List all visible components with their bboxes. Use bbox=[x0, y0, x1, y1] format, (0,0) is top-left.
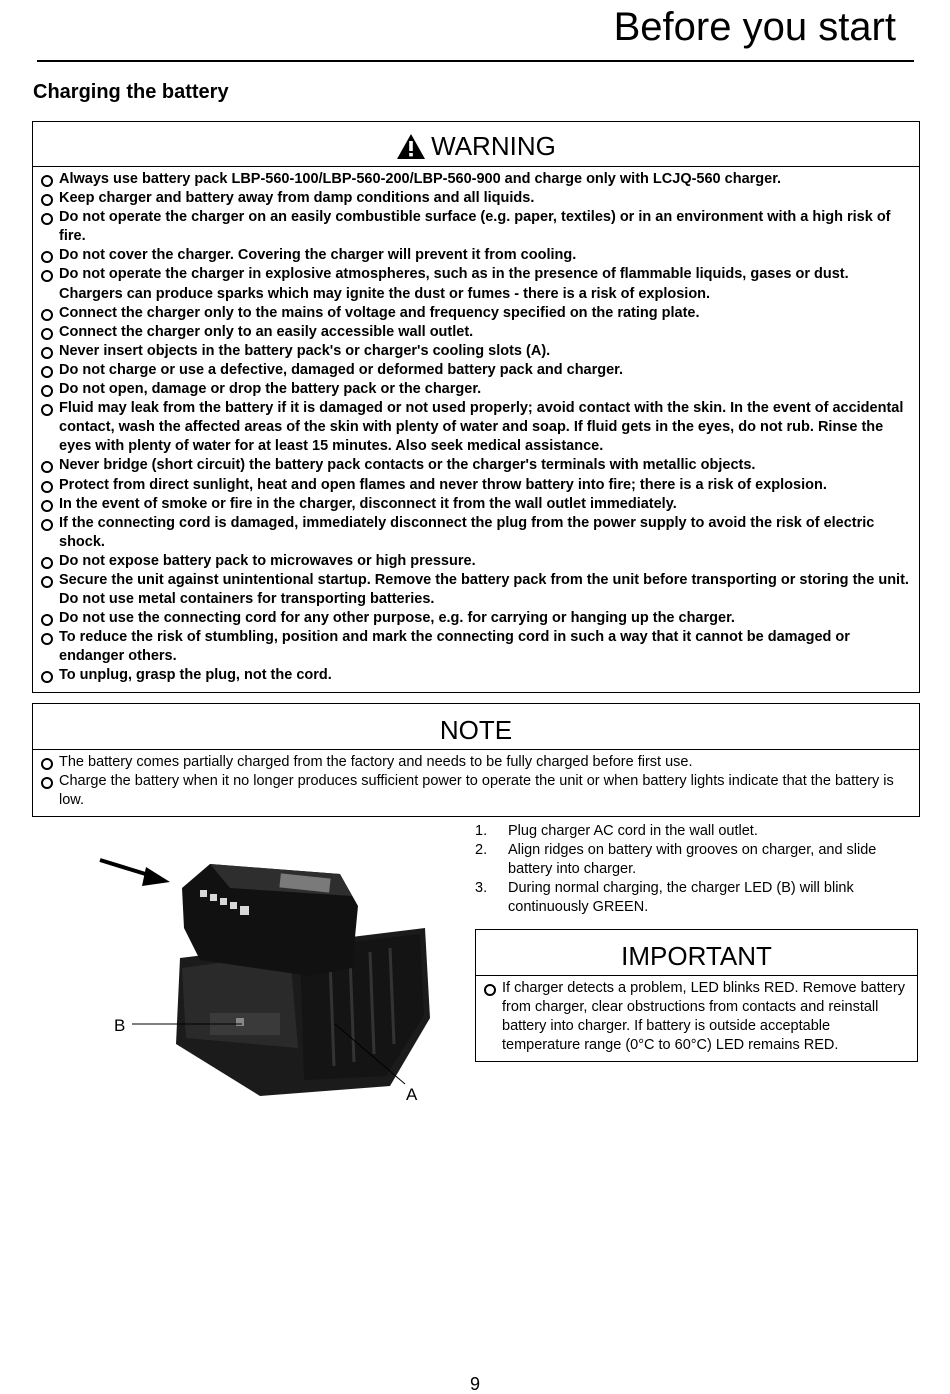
note-header bbox=[33, 704, 919, 750]
list-item: Protect from direct sunlight, heat and open flames and never throw battery into fire; there is a risk of explosion. bbox=[41, 476, 913, 495]
bullet-icon bbox=[41, 328, 53, 340]
bullet-icon bbox=[41, 758, 53, 770]
page-header-title: Before you start bbox=[613, 5, 896, 49]
step-item: 3. During normal charging, the charger LED (B) will blink continuously GREEN. bbox=[475, 880, 854, 916]
bullet-icon bbox=[41, 671, 53, 683]
bullet-icon bbox=[41, 194, 53, 206]
note-list bbox=[33, 750, 919, 816]
important-label: IMPORTANT bbox=[621, 940, 772, 971]
list-item: The battery comes partially charged from the factory and needs to be fully charged before first use. bbox=[41, 753, 913, 772]
bullet-icon bbox=[41, 633, 53, 645]
bullet-icon bbox=[484, 984, 496, 996]
list-item: Charge the battery when it no longer produces sufficient power to operate the unit or when battery lights indicate that the battery is low. bbox=[41, 772, 913, 810]
list-item: Always use battery pack LBP-560-100/LBP-560-200/LBP-560-900 and charge only with LCJQ-560 charger. bbox=[41, 170, 913, 189]
warning-header bbox=[33, 122, 919, 167]
step-item: 1. Plug charger AC cord in the wall outlet. bbox=[475, 823, 758, 839]
bullet-icon bbox=[41, 251, 53, 263]
label-a: A bbox=[406, 1085, 418, 1104]
bullet-icon bbox=[41, 270, 53, 282]
list-item: Never bridge (short circuit) the battery pack contacts or the charger's terminals with metallic objects. bbox=[41, 456, 913, 475]
warning-list bbox=[33, 167, 919, 690]
section-title: Charging the battery bbox=[33, 81, 229, 103]
list-item: Do not expose battery pack to microwaves or high pressure. bbox=[41, 552, 913, 571]
list-item: Do not operate the charger in explosive atmospheres, such as in the presence of flammable liquids, gases or dust. Chargers can produce sparks which may ignite the dust or fumes - there is a risk of explosion. bbox=[41, 265, 913, 303]
bullet-icon bbox=[41, 519, 53, 531]
list-item: Fluid may leak from the battery if it is damaged or not used properly; avoid contact with the skin. In the event of accidental contact, wash the affected areas of the skin with plenty of water and soap. If fluid gets in the eyes, do not rub. Rinse the eyes with plenty of water for at least 15 minutes. Also seek medical assistance. bbox=[41, 399, 913, 456]
bullet-icon bbox=[41, 366, 53, 378]
list-item: To reduce the risk of stumbling, position and mark the connecting cord in such a way that it cannot be damaged or endanger others. bbox=[41, 628, 913, 666]
list-item: In the event of smoke or fire in the charger, disconnect it from the wall outlet immediately. bbox=[41, 495, 913, 514]
bullet-icon bbox=[41, 175, 53, 187]
bullet-icon bbox=[41, 481, 53, 493]
bullet-icon bbox=[41, 213, 53, 225]
list-item: Secure the unit against unintentional startup. Remove the battery pack from the unit before transporting or storing the unit. Do not use metal containers for transporting batteries. bbox=[41, 571, 913, 609]
battery-pack bbox=[182, 864, 358, 976]
bullet-icon bbox=[41, 461, 53, 473]
step-item: 2. Align ridges on battery with grooves on charger, and slide battery into charger. bbox=[475, 842, 877, 878]
list-item: Do not use the connecting cord for any other purpose, e.g. for carrying or hanging up the charger. bbox=[41, 609, 913, 628]
list-item: If charger detects a problem, LED blinks RED. Remove battery from charger, clear obstructions from contacts and reinstall battery into charger. If battery is outside acceptable temperature range (0°C to 60°C) LED remains RED. bbox=[484, 979, 911, 1055]
warning-box bbox=[32, 121, 920, 693]
bullet-icon bbox=[41, 777, 53, 789]
bullet-icon bbox=[41, 500, 53, 512]
charging-steps bbox=[475, 822, 920, 917]
important-list bbox=[476, 976, 917, 1059]
header-rule bbox=[37, 60, 914, 62]
arrow-icon bbox=[100, 860, 170, 886]
list-item: Keep charger and battery away from damp conditions and all liquids. bbox=[41, 189, 913, 208]
list-item: Do not open, damage or drop the battery pack or the charger. bbox=[41, 380, 913, 399]
list-item: Do not cover the charger. Covering the charger will prevent it from cooling. bbox=[41, 246, 913, 265]
bullet-icon bbox=[41, 385, 53, 397]
page-number: 9 bbox=[469, 1374, 480, 1394]
list-item: Connect the charger only to an easily accessible wall outlet. bbox=[41, 323, 913, 342]
list-item: Do not charge or use a defective, damaged or deformed battery pack and charger. bbox=[41, 361, 913, 380]
list-item: Connect the charger only to the mains of voltage and frequency specified on the rating plate. bbox=[41, 304, 913, 323]
list-item: Never insert objects in the battery pack's or charger's cooling slots (A). bbox=[41, 342, 913, 361]
list-item: Do not operate the charger on an easily combustible surface (e.g. paper, textiles) or in an environment with a high risk of fire. bbox=[41, 208, 913, 246]
warning-triangle-icon bbox=[396, 133, 426, 160]
charger-figure bbox=[90, 848, 450, 1118]
bullet-icon bbox=[41, 576, 53, 588]
bullet-icon bbox=[41, 347, 53, 359]
important-box bbox=[475, 929, 918, 1062]
label-b: B bbox=[114, 1016, 126, 1035]
bullet-icon bbox=[41, 404, 53, 416]
important-header bbox=[476, 930, 917, 976]
bullet-icon bbox=[41, 557, 53, 569]
list-item: If the connecting cord is damaged, immediately disconnect the plug from the power supply to avoid the risk of electric shock. bbox=[41, 514, 913, 552]
warning-label: WARNING bbox=[431, 131, 556, 161]
bullet-icon bbox=[41, 614, 53, 626]
bullet-icon bbox=[41, 309, 53, 321]
note-label: NOTE bbox=[439, 714, 513, 745]
list-item: To unplug, grasp the plug, not the cord. bbox=[41, 666, 913, 685]
note-box bbox=[32, 703, 920, 817]
